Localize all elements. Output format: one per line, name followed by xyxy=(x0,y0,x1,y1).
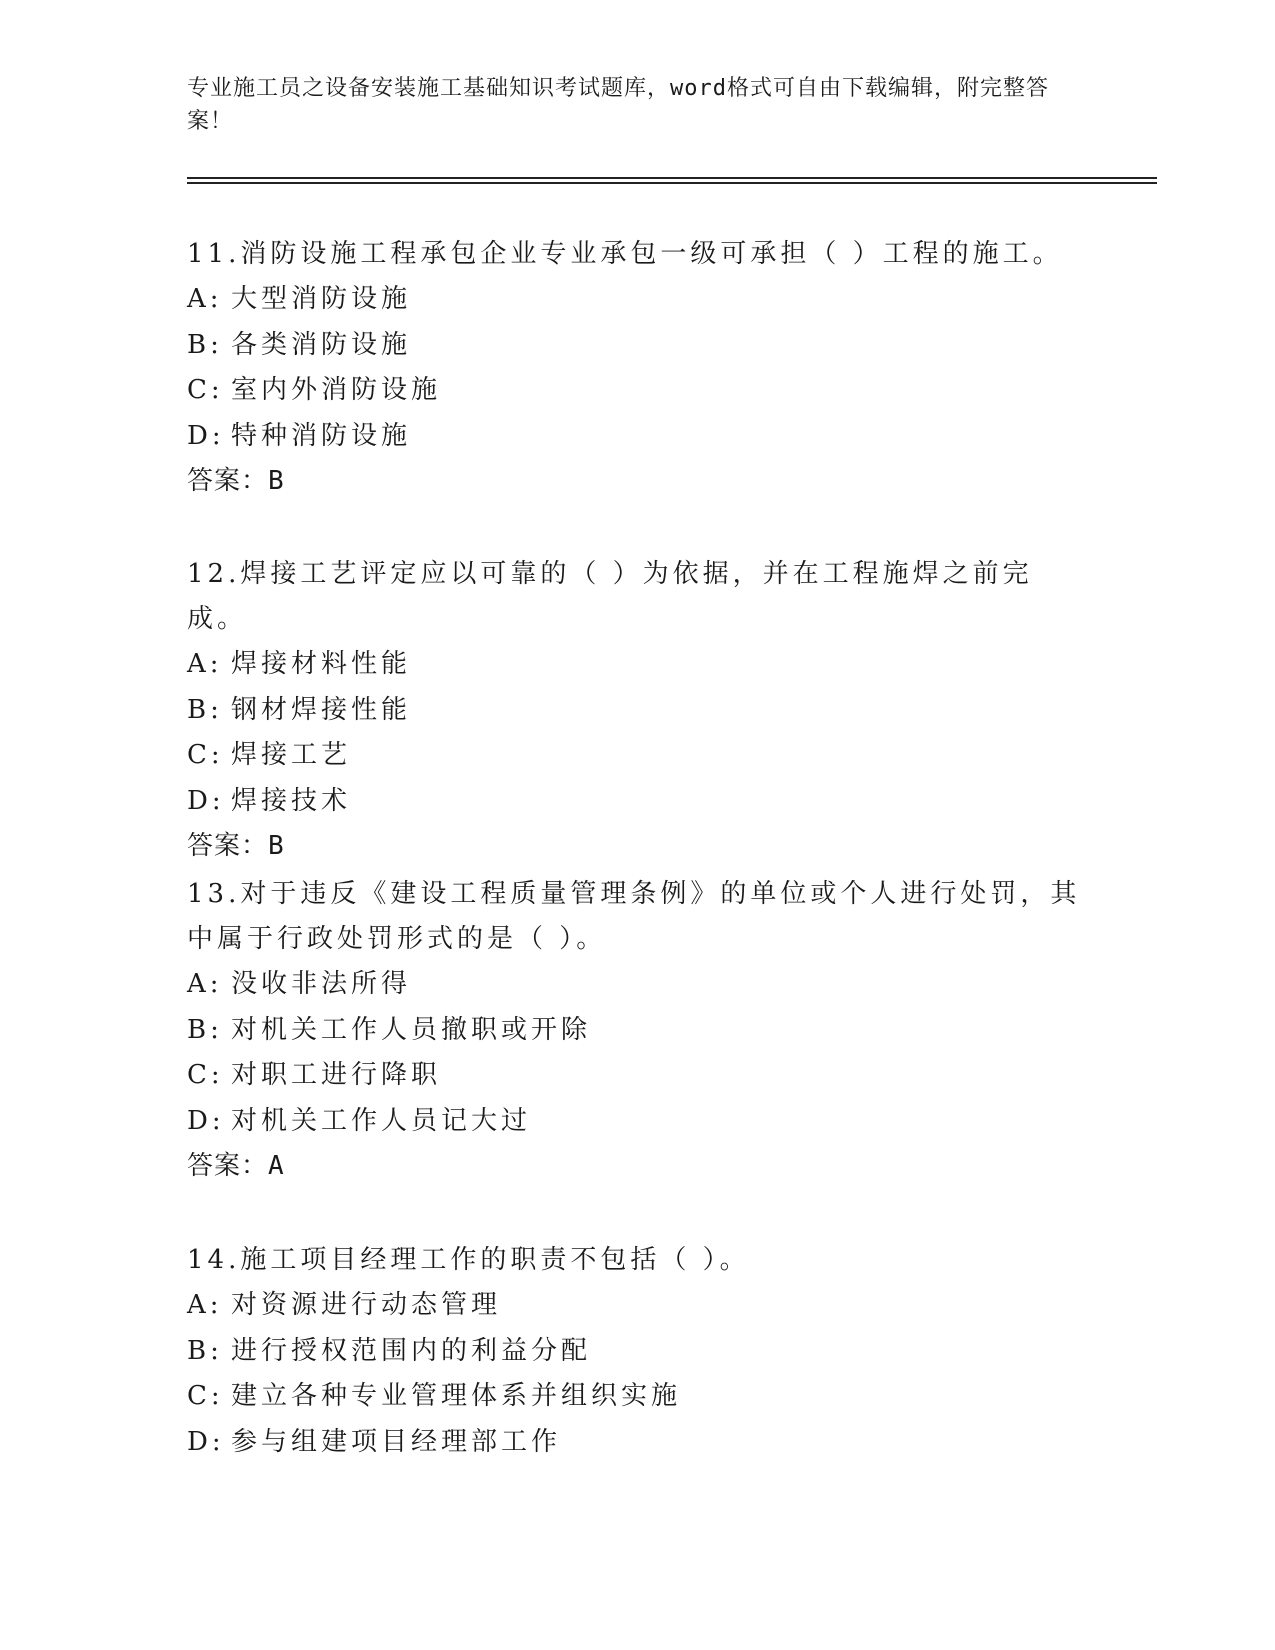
option-c xyxy=(187,1374,1087,1420)
option-key: B: xyxy=(187,694,223,725)
option-text: 参与组建项目经理部工作 xyxy=(231,1426,562,1457)
header-divider-bottom xyxy=(187,182,1157,184)
option-text: 对职工进行降职 xyxy=(231,1060,442,1090)
option-b xyxy=(187,1008,1087,1054)
option-d xyxy=(187,779,1087,825)
answer-line: 答案：B xyxy=(187,831,285,861)
answer-line: 答案：A xyxy=(187,1151,285,1181)
option-key: B: xyxy=(187,1014,223,1045)
option-a xyxy=(187,962,1087,1008)
option-text: 对资源进行动态管理 xyxy=(231,1290,502,1320)
option-key: C: xyxy=(187,740,224,770)
option-key: D: xyxy=(187,420,225,451)
option-b xyxy=(187,688,1087,734)
option-text: 进行授权范围内的利益分配 xyxy=(231,1335,592,1366)
option-c xyxy=(187,1053,1087,1099)
option-text: 室内外消防设施 xyxy=(231,375,442,405)
option-key: A: xyxy=(187,284,223,314)
question-stem: 12.焊接工艺评定应以可靠的（ ）为依据，并在工程施焊之前完成。 xyxy=(187,559,1033,634)
option-key: C: xyxy=(187,1381,224,1411)
document-header: 专业施工员之设备安装施工基础知识考试题库，word格式可自由下载编辑，附完整答案！ xyxy=(187,76,1049,134)
question-14 xyxy=(187,1238,1087,1465)
option-text: 没收非法所得 xyxy=(231,969,412,999)
option-text: 焊接工艺 xyxy=(231,740,352,770)
option-key: B: xyxy=(187,1335,223,1366)
option-key: D: xyxy=(187,1426,225,1457)
option-text: 特种消防设施 xyxy=(231,420,412,451)
question-13 xyxy=(187,872,1087,1189)
option-key: D: xyxy=(187,785,225,816)
option-key: C: xyxy=(187,1060,224,1090)
question-stem: 11.消防设施工程承包企业专业承包一级可承担（ ）工程的施工。 xyxy=(187,239,1063,269)
question-12 xyxy=(187,552,1087,869)
option-b xyxy=(187,323,1087,369)
option-key: C: xyxy=(187,375,224,405)
option-a xyxy=(187,642,1087,688)
header-divider-top xyxy=(187,177,1157,179)
option-text: 大型消防设施 xyxy=(231,284,412,314)
option-text: 建立各种专业管理体系并组织实施 xyxy=(231,1381,682,1411)
option-text: 焊接材料性能 xyxy=(231,649,412,679)
option-a xyxy=(187,1283,1087,1329)
option-text: 焊接技术 xyxy=(231,785,352,816)
option-a xyxy=(187,277,1087,323)
option-key: A: xyxy=(187,1290,223,1320)
option-key: A: xyxy=(187,649,223,679)
option-c xyxy=(187,368,1087,414)
option-c xyxy=(187,733,1087,779)
question-stem: 14.施工项目经理工作的职责不包括（ ）。 xyxy=(187,1245,750,1275)
option-text: 各类消防设施 xyxy=(231,329,412,360)
option-text: 对机关工作人员记大过 xyxy=(231,1105,532,1136)
question-11 xyxy=(187,232,1087,504)
option-text: 对机关工作人员撤职或开除 xyxy=(231,1014,592,1045)
option-key: B: xyxy=(187,329,223,360)
option-d xyxy=(187,414,1087,460)
option-text: 钢材焊接性能 xyxy=(231,694,412,725)
answer-line: 答案：B xyxy=(187,466,285,496)
option-key: A: xyxy=(187,969,223,999)
option-key: D: xyxy=(187,1105,225,1136)
option-d xyxy=(187,1420,1087,1466)
option-d xyxy=(187,1099,1087,1145)
question-stem: 13.对于违反《建设工程质量管理条例》的单位或个人进行处罚，其中属于行政处罚形式的是（ ）。 xyxy=(187,879,1081,954)
option-b xyxy=(187,1329,1087,1375)
